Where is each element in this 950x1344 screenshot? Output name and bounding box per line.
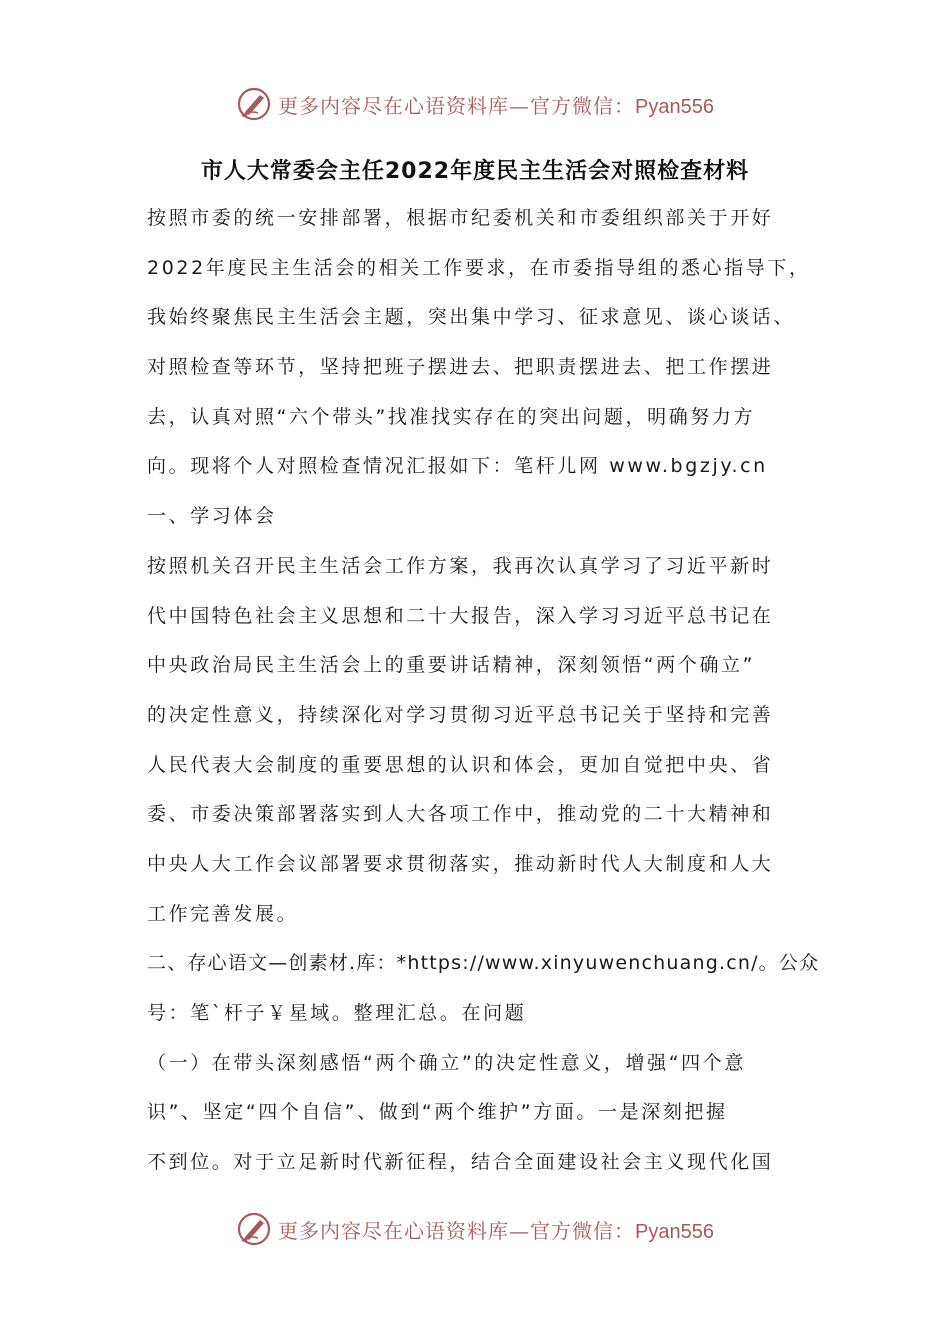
- body-line: 中央政治局民主生活会上的重要讲话精神，深刻领悟“两个确立”: [147, 654, 756, 677]
- body-line: 委、市委决策部署落实到人大各项工作中，推动党的二十大精神和: [147, 803, 774, 826]
- body-line: 对照检查等环节，坚持把班子摆进去、把职责摆进去、把工作摆进: [147, 356, 774, 379]
- body-line: 我始终聚焦民主生活会主题，突出集中学习、征求意见、谈心谈话、: [147, 306, 796, 329]
- body-line: 2022年度民主生活会的相关工作要求，在市委指导组的悉心指导下，: [147, 256, 811, 279]
- body-line: 按照市委的统一安排部署，根据市纪委机关和市委组织部关于开好: [147, 207, 774, 229]
- document-title: 市人大常委会主任2022年度民主生活会对照检查材料: [200, 159, 750, 184]
- body-line: 人民代表大会制度的重要思想的认识和体会，更加自觉把中央、省: [147, 753, 774, 776]
- subsection-heading: （一）在带头深刻感悟“两个确立”的决定性意义，增强“四个意: [147, 1051, 746, 1074]
- body-line: 识”、坚定“四个自信”、做到“两个维护”方面。一是深刻把握: [147, 1101, 728, 1124]
- body-line: 中央人大工作会议部署要求贯彻落实，推动新时代人大制度和人大: [147, 852, 774, 875]
- document-body: [147, 194, 820, 1188]
- body-line: 号：笔`杆子￥星域。整理汇总。在问题: [147, 1002, 527, 1024]
- watermark-text: 更多内容尽在心语资料库—官方微信：Pyan556: [278, 1218, 714, 1243]
- watermark-text: 更多内容尽在心语资料库—官方微信：Pyan556: [278, 93, 714, 118]
- footer-watermark: [0, 1209, 950, 1249]
- section-heading: 一、学习体会: [147, 505, 277, 528]
- pen-logo-icon: [236, 86, 272, 122]
- body-line: 去，认真对照“六个带头”找准找实存在的突出问题，明确努力方: [147, 405, 756, 428]
- pen-logo-icon: [236, 1211, 272, 1247]
- body-line: 代中国特色社会主义思想和二十大报告，深入学习习近平总书记在: [147, 604, 774, 627]
- body-line: 不到位。对于立足新时代新征程，结合全面建设社会主义现代化国: [147, 1151, 774, 1174]
- body-line: 按照机关召开民主生活会工作方案，我再次认真学习了习近平新时: [147, 554, 774, 577]
- header-watermark: [0, 84, 950, 124]
- body-line: 向。现将个人对照检查情况汇报如下：笔杆儿网 www.bgzjy.cn: [147, 455, 768, 478]
- section-heading: 二、存心语文—创素材.库：*https://www.xinyuwenchuang.cn/。公众: [147, 952, 820, 975]
- body-line: 的决定性意义，持续深化对学习贯彻习近平总书记关于坚持和完善: [147, 703, 774, 726]
- body-line: 工作完善发展。: [147, 902, 299, 925]
